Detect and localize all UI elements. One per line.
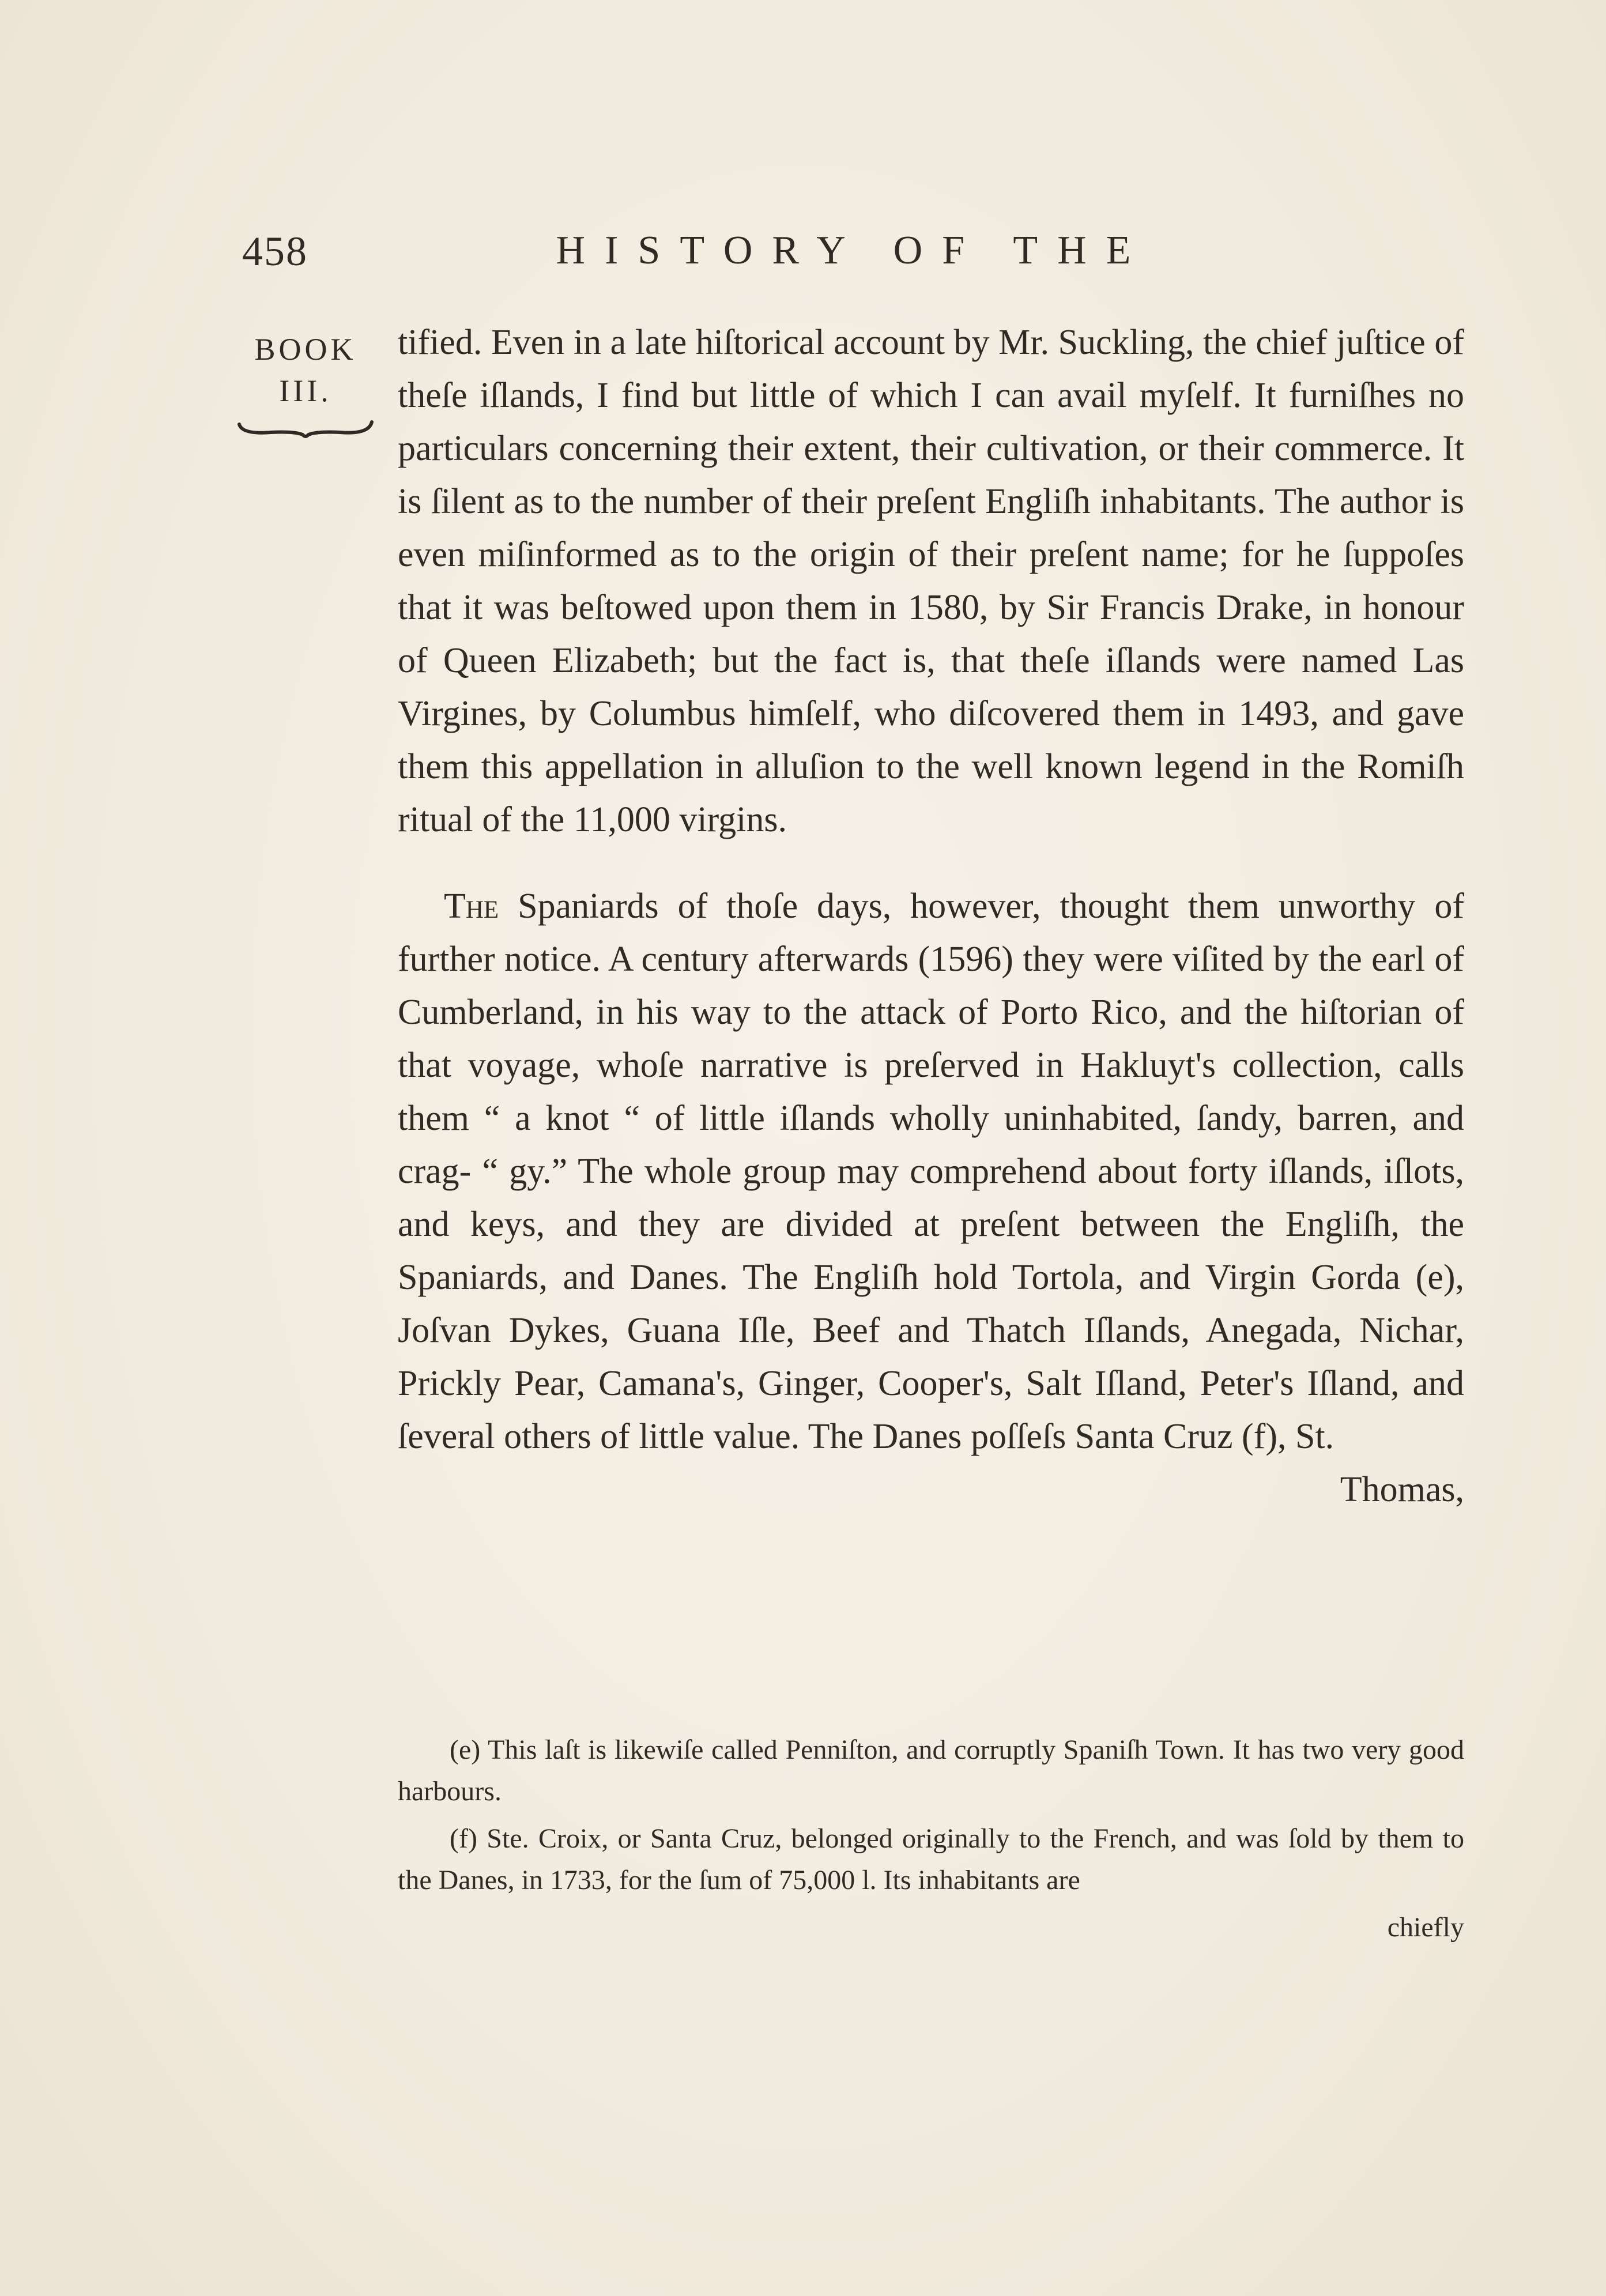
paragraph-2 xyxy=(398,880,1464,1463)
margin-note-volume: III. xyxy=(279,374,332,408)
paragraph-2-lead: The xyxy=(444,887,499,926)
footnotes xyxy=(398,1729,1464,1948)
footnote-catchword: chiefly xyxy=(1387,1912,1464,1943)
catchword: Thomas, xyxy=(1340,1470,1464,1509)
footnote-e: (e) This laſt is likewiſe called Penniſton, and corruptly Spaniſh Town. It has two very good harbours. xyxy=(398,1735,1464,1807)
curly-brace-ornament xyxy=(236,417,375,440)
main-text xyxy=(398,316,1464,1516)
footnote-f: (f) Ste. Croix, or Santa Cruz, belonged originally to the French, and was ſold by them to the Danes, in 1733, for the ſum of 75,000 l. Its inhabitants are xyxy=(398,1823,1464,1895)
margin-note xyxy=(231,329,380,440)
page-number: 458 xyxy=(242,228,308,274)
paragraph-1: tified. Even in a late hiſtorical account by Mr. Suckling, the chief juſtice of theſe iſlands, I find but little of which I can avail myſelf. It furniſhes no particulars concerning their extent, their cultivation, or their commerce. It is ſilent as to the number of their preſent Engliſh inhabitants. The author is even miſinformed as to the origin of their preſent name; for he ſuppoſes that it was beſtowed upon them in 1580, by Sir Francis Drake, in honour of Queen Elizabeth; but the fact is, that theſe iſlands were named Las Virgines, by Columbus himſelf, who diſcovered them in 1493, and gave them this appellation in alluſion to the well known legend in the Romiſh ritual of the 11,000 virgins. xyxy=(398,323,1464,839)
margin-note-book: BOOK xyxy=(254,332,357,367)
page-header xyxy=(242,228,1464,291)
running-title: HISTORY OF THE xyxy=(556,228,1151,273)
paragraph-2-text: Spaniards of thoſe days, however, thought them unworthy of further notice. A century afterwards (1596) they were viſited by the earl of Cumberland, in his way to the attack of Porto Rico, and the hiſtorian of that voyage, whoſe narrative is preſerved in Hakluyt's collection, calls them “ a knot “ of little iſlands wholly uninhabited, ſandy, barren, and crag- “ gy.” The whole group may comprehend about forty iſlands, iſlots, and keys, and they are divided at preſent between the Engliſh, the Spaniards, and Danes. The Engliſh hold Tortola, and Virgin Gorda (e), Joſvan Dykes, Guana Iſle, Beef and Thatch Iſlands, Anegada, Nichar, Prickly Pear, Camana's, Ginger, Cooper's, Salt Iſland, Peter's Iſland, and ſeveral others of little value. The Danes poſſeſs Santa Cruz (f), St. xyxy=(398,887,1465,1456)
